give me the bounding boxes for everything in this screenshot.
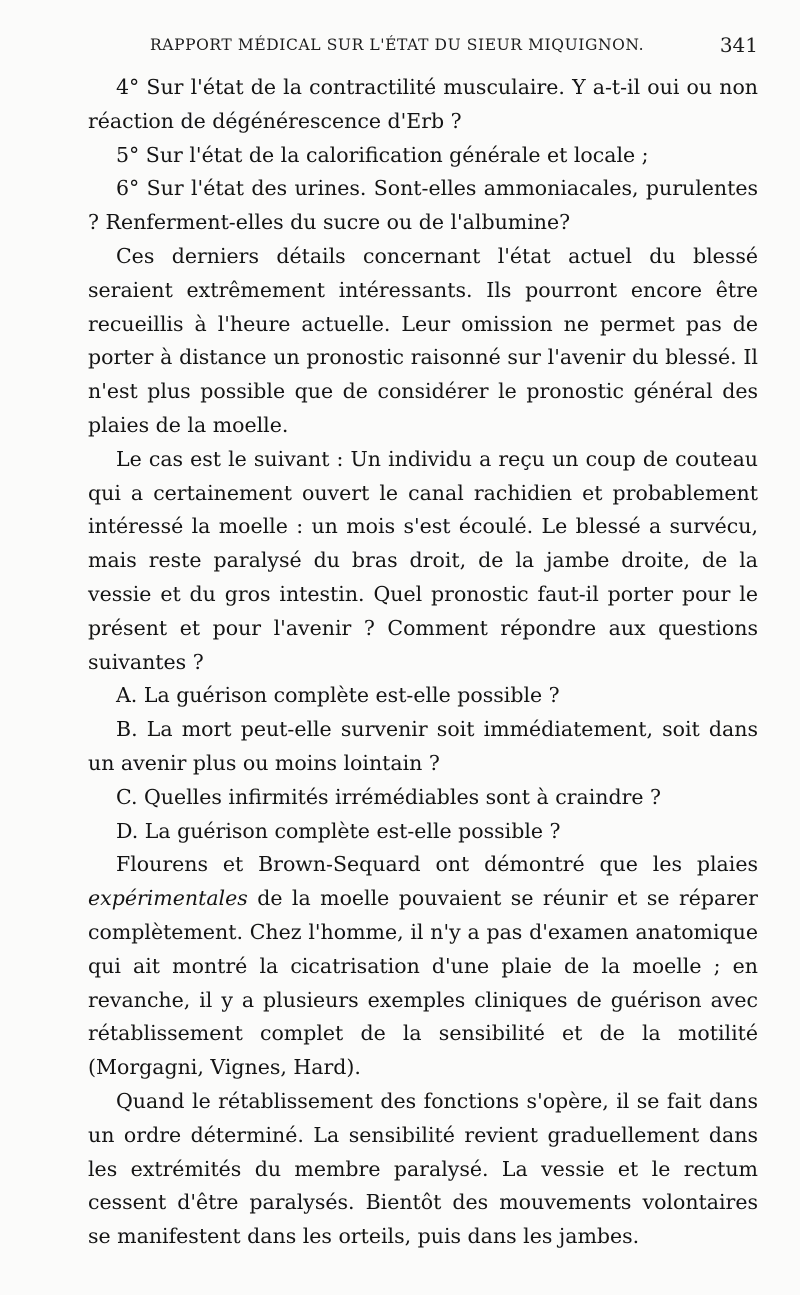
running-title: RAPPORT MÉDICAL SUR L'ÉTAT DU SIEUR MIQUIGNON. bbox=[150, 36, 645, 54]
paragraph-flourens bbox=[88, 848, 758, 1085]
paragraph-recovery: Quand le rétablissement des fonctions s'opère, il se fait dans un ordre déterminé. La sensibilité revient graduellement dans les extrémités du membre paralysé. La vessie et le rectum cessent d'être paralysés. Bientôt des mouvements volontaires se manifestent dans les orteils, puis dans les jambes. bbox=[88, 1088, 758, 1249]
paragraph-details: Ces derniers détails concernant l'état actuel du blessé seraient extrêmement intéressants. Ils pourront encore être recueillis à l'heure actuelle. Leur omission ne permet pas de porter à distance un pronostic raisonné sur l'avenir du blessé. Il n'est plus possible que de considérer le pronostic général des plaies de la moelle. bbox=[88, 243, 758, 437]
question-d: D. La guérison complète est-elle possible ? bbox=[116, 818, 561, 843]
paragraph-item-5: 5° Sur l'état de la calorification générale et locale ; bbox=[116, 142, 649, 167]
question-b: B. La mort peut-elle survenir soit immédiatement, soit dans un avenir plus ou moins lointain ? bbox=[88, 717, 758, 775]
running-head bbox=[150, 34, 758, 60]
paragraph-case: Le cas est le suivant : Un individu a reçu un coup de couteau qui a certainement ouvert le canal rachidien et probablement intéressé la moelle : un mois s'est écoulé. Le blessé a survécu, mais reste paralysé du bras droit, de la jambe droite, de la vessie et du gros intestin. Quel pronostic faut-il porter pour le présent et pour l'avenir ? Comment répondre aux questions suivantes ? bbox=[88, 446, 758, 674]
question-c: C. Quelles infirmités irrémédiables sont à craindre ? bbox=[116, 784, 662, 809]
page-number: 341 bbox=[719, 33, 758, 57]
paragraph-item-4: 4° Sur l'état de la contractilité musculaire. Y a-t-il oui ou non réaction de dégénérescence d'Erb ? bbox=[88, 75, 758, 133]
paragraph-flourens-end: de la moelle pouvaient se réunir et se réparer complètement. Chez l'homme, il n'y a pas d'examen anatomique qui ait montré la cicatrisation d'une plaie de la moelle ; en revanche, il y a plusieurs exemples cliniques de guérison avec rétablissement complet de la sensibilité et de la motilité (Morgagni, Vignes, Hard). bbox=[88, 886, 758, 1080]
emphasis-experimentales: expérimentales bbox=[88, 886, 248, 911]
body-text bbox=[88, 71, 758, 1254]
question-a: A. La guérison complète est-elle possible ? bbox=[116, 683, 560, 708]
paragraph-item-6: 6° Sur l'état des urines. Sont-elles ammoniacales, purulentes ? Renferment-elles du sucre ou de l'albumine? bbox=[88, 176, 758, 235]
paragraph-flourens-start: Flourens et Brown-Sequard ont démontré que les plaies bbox=[116, 852, 758, 877]
